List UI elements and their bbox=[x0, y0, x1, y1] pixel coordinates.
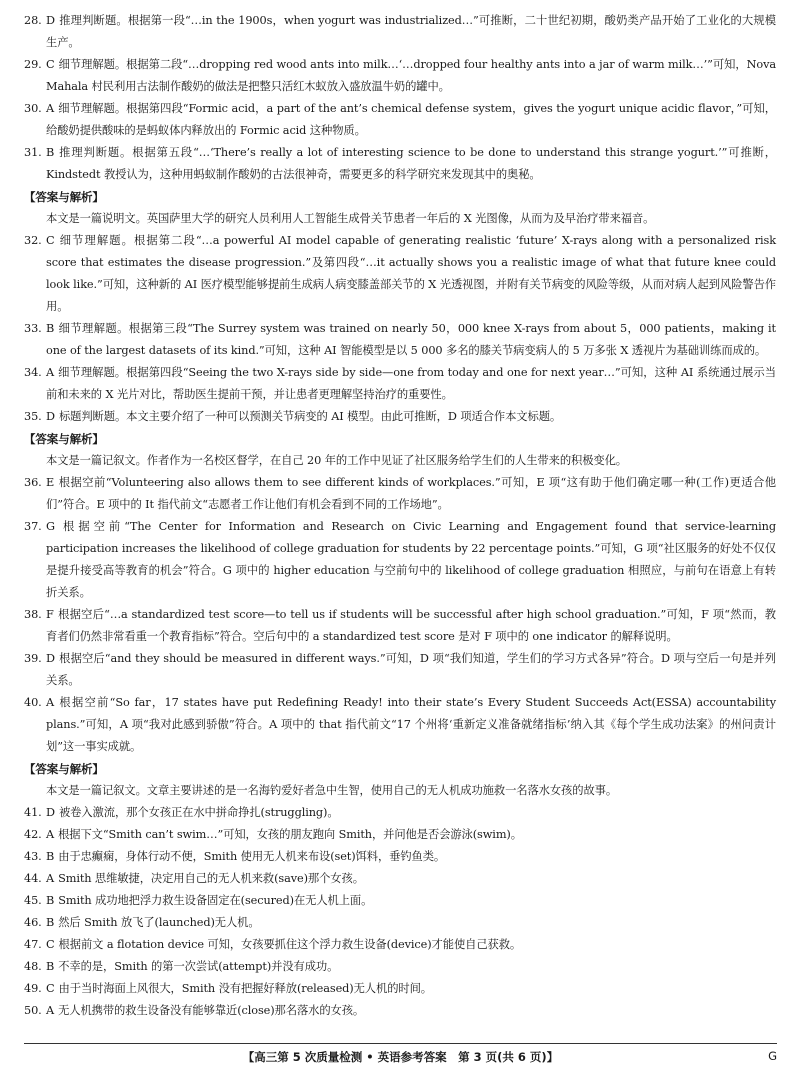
answer-letter: E bbox=[46, 476, 55, 489]
answer-explanation: 推理判断题。根据第一段“…in the 1900s，when yogurt was industrialized…”可推断，二十世纪初期，酸奶类产品开始了工业化的大规模生产。 bbox=[46, 14, 776, 49]
answer-letter: D bbox=[46, 410, 55, 423]
section-heading: 【答案与解析】 bbox=[24, 762, 104, 776]
question-number: 44. bbox=[24, 872, 42, 885]
answer-explanation: 无人机携带的救生设备没有能够靠近(close)那名落水的女孩。 bbox=[58, 1004, 365, 1017]
answer-item bbox=[24, 846, 776, 868]
answer-item bbox=[24, 230, 776, 318]
answer-explanation: 根据下文“Smith can’t swim…”可知，女孩的朋友跑向 Smith，并问他是否会游泳(swim)。 bbox=[58, 828, 522, 841]
answer-letter: G bbox=[46, 520, 55, 533]
answer-item bbox=[24, 934, 776, 956]
answer-letter: B bbox=[46, 850, 55, 863]
answer-explanation: 推理判断题。根据第五段“…‘There’s really a lot of interesting science to be done to understand this strange yogurt.’”可推断，Kindstedt 教授认为，这种用蚂蚁制作酸奶的古法很神奇，需要更多的科学研究来发现其中的奥秘。 bbox=[46, 146, 776, 181]
answer-explanation: 然后 Smith 放飞了(launched)无人机。 bbox=[58, 916, 260, 929]
answer-explanation: Smith 思维敏捷，决定用自己的无人机来救(save)那个女孩。 bbox=[58, 872, 364, 885]
question-number: 42. bbox=[24, 828, 42, 841]
answer-explanation: 根据前文 a flotation device 可知，女孩要抓住这个浮力救生设备(device)才能使自己获救。 bbox=[58, 938, 522, 951]
answer-item bbox=[24, 956, 776, 978]
answer-letter: F bbox=[46, 608, 54, 621]
answer-item bbox=[24, 604, 776, 648]
answer-explanation: 由于忠癫痫，身体行动不便，Smith 使用无人机来布设(set)饵料，垂钓鱼类。 bbox=[58, 850, 446, 863]
answer-explanation: 细节理解题。根据第二段“…a powerful AI model capable of generating realistic ‘future’ X-rays along with a personalized risk score that estimates the disease progression.”及第四段“…it actually shows you a realistic image of what that future knee could look like.”可知，这种新的 AI 医疗模型能够提前生成病人病变膝盖部关节的 X 光透视图，并附有关节病变的风险等级，从而对病人起到风险警告作用。 bbox=[46, 234, 776, 313]
answer-explanation: 细节理解题。根据第四段“Formic acid，a part of the ant’s chemical defense system，gives the yogurt unique acidic flavor，”可知，给酸奶提供酸味的是蚂蚁体内释放出的 Formic acid 这种物质。 bbox=[46, 102, 776, 137]
answer-explanation: 根据空后“and they should be measured in different ways.”可知，D 项“我们知道，学生们的学习方式各异”符合。D 项与空后一句是并列关系。 bbox=[46, 652, 776, 687]
answer-letter: B bbox=[46, 146, 55, 159]
question-number: 45. bbox=[24, 894, 42, 907]
answer-explanation: Smith 成功地把浮力救生设备固定在(secured)在无人机上面。 bbox=[58, 894, 373, 907]
question-number: 38. bbox=[24, 608, 42, 621]
section-intro: 本文是一篇说明文。英国萨里大学的研究人员利用人工智能生成骨关节患者一年后的 X 光图像，从而为及早治疗带来福音。 bbox=[46, 212, 655, 225]
footer-title: 【高三第 5 次质量检测 • 英语参考答案 第 3 页(共 6 页)】 bbox=[242, 1050, 559, 1064]
answer-item bbox=[24, 912, 776, 934]
answer-letter: D bbox=[46, 652, 55, 665]
section-intro: 本文是一篇记叙文。作者作为一名校区督学，在自己 20 年的工作中见证了社区服务给学生们的人生带来的积极变化。 bbox=[46, 454, 628, 467]
answer-letter: C bbox=[46, 58, 55, 71]
answer-letter: A bbox=[46, 366, 55, 379]
answer-explanation: 根据空前“The Center for Information and Research on Civic Learning and Engagement found that service-learning participation increases the likelihood of college graduation for students by 22 percentage points.”可知，G 项“社区服务的好处不仅仅是提升接受高等教育的机会”符合。G 项中的 higher education 与空前句中的 likelihood of college graduation 相照应，与前句在语意上有转折关系。 bbox=[46, 520, 776, 599]
answer-explanation: 由于当时海面上风很大，Smith 没有把握好释放(released)无人机的时间。 bbox=[58, 982, 432, 995]
answer-item bbox=[24, 692, 776, 758]
answer-letter: A bbox=[46, 102, 55, 115]
answer-explanation: 细节理解题。根据第三段“The Surrey system was trained on nearly 50，000 knee X-rays from about 5，000 patients，making it one of the largest datasets of its kind.”可知，这种 AI 智能模型是以 5 000 多名的膝关节病变病人的 5 万多张 X 透视片为基础训练而成的。 bbox=[46, 322, 776, 357]
answer-item bbox=[24, 648, 776, 692]
question-number: 46. bbox=[24, 916, 42, 929]
question-number: 35. bbox=[24, 410, 42, 423]
answer-explanation: 根据空后“…a standardized test score—to tell us if students will be successful after high school graduation.”可知，F 项“然而，教育者们仍然非常看重一个教育指标”符合。空后句中的 a standardized test score 是对 F 项中的 one indicator 的解释说明。 bbox=[46, 608, 776, 643]
answer-letter: A bbox=[46, 872, 55, 885]
answer-letter: B bbox=[46, 916, 55, 929]
question-number: 40. bbox=[24, 696, 42, 709]
question-number: 30. bbox=[24, 102, 42, 115]
section-heading: 【答案与解析】 bbox=[24, 190, 104, 204]
section-heading: 【答案与解析】 bbox=[24, 432, 104, 446]
answer-item bbox=[24, 318, 776, 362]
section-intro: 本文是一篇记叙文。文章主要讲述的是一名海钓爱好者急中生智，使用自己的无人机成功施救一名落水女孩的故事。 bbox=[46, 784, 618, 797]
question-number: 33. bbox=[24, 322, 42, 335]
answer-item bbox=[24, 1000, 776, 1022]
answer-explanation: 根据空前“Volunteering also allows them to see different kinds of workplaces.”可知，E 项“这有助于他们确定哪一种(工作)更适合他们”符合。E 项中的 It 指代前文“志愿者工作让他们有机会看到不同的工作场地”。 bbox=[46, 476, 776, 511]
question-number: 49. bbox=[24, 982, 42, 995]
answer-letter: D bbox=[46, 14, 55, 27]
question-number: 36. bbox=[24, 476, 42, 489]
page-footer bbox=[24, 1043, 777, 1070]
answer-explanation: 细节理解题。根据第二段“…dropping red wood ants into milk…‘…dropped four healthy ants into a jar of warm milk…’”可知，Nova Mahala 村民利用古法制作酸奶的做法是把整只活红木蚁放入盛放温牛奶的罐中。 bbox=[46, 58, 776, 93]
answer-item bbox=[24, 890, 776, 912]
answer-item bbox=[24, 802, 776, 824]
answer-letter: A bbox=[46, 1004, 55, 1017]
answer-content bbox=[24, 10, 776, 1022]
answer-item bbox=[24, 978, 776, 1000]
question-number: 28. bbox=[24, 14, 42, 27]
question-number: 29. bbox=[24, 58, 42, 71]
answer-item bbox=[24, 868, 776, 890]
answer-item bbox=[24, 406, 776, 428]
answer-item bbox=[24, 142, 776, 186]
question-number: 50. bbox=[24, 1004, 42, 1017]
question-number: 43. bbox=[24, 850, 42, 863]
answer-letter: B bbox=[46, 960, 55, 973]
answer-item bbox=[24, 10, 776, 54]
question-number: 31. bbox=[24, 146, 42, 159]
answer-explanation: 被卷入激流，那个女孩正在水中拼命挣扎(struggling)。 bbox=[58, 806, 339, 819]
answer-explanation: 根据空前“So far，17 states have put Redefining Ready! into their state’s Every Student Succeeds Act(ESSA) accountability plans.”可知，A 项“我对此感到骄傲”符合。A 项中的 that 指代前文“17 个州将‘重新定义准备就绪指标’纳入其《每个学生成功法案》的州问责计划”这一事实成就。 bbox=[46, 696, 776, 753]
footer-version-mark: G bbox=[768, 1049, 777, 1063]
answer-explanation: 细节理解题。根据第四段“Seeing the two X-rays side by side—one from today and one for next year…”可知，这种 AI 系统通过展示当前和未来的 X 光片对比，帮助医生提前干预，并让患者更理解坚持治疗的重要性。 bbox=[46, 366, 776, 401]
answer-item bbox=[24, 824, 776, 846]
answer-item bbox=[24, 362, 776, 406]
question-number: 37. bbox=[24, 520, 42, 533]
question-number: 39. bbox=[24, 652, 42, 665]
answer-letter: C bbox=[46, 982, 55, 995]
answer-letter: D bbox=[46, 806, 55, 819]
answer-item bbox=[24, 516, 776, 604]
answer-letter: B bbox=[46, 894, 55, 907]
answer-letter: B bbox=[46, 322, 55, 335]
answer-explanation: 不幸的是，Smith 的第一次尝试(attempt)并没有成功。 bbox=[58, 960, 339, 973]
answer-item bbox=[24, 472, 776, 516]
question-number: 47. bbox=[24, 938, 42, 951]
answer-item bbox=[24, 98, 776, 142]
question-number: 32. bbox=[24, 234, 42, 247]
answer-explanation: 标题判断题。本文主要介绍了一种可以预测关节病变的 AI 模型。由此可推断，D 项适合作本文标题。 bbox=[58, 410, 562, 423]
question-number: 41. bbox=[24, 806, 42, 819]
answer-letter: A bbox=[46, 828, 55, 841]
answer-letter: A bbox=[46, 696, 55, 709]
question-number: 34. bbox=[24, 366, 42, 379]
answer-letter: C bbox=[46, 234, 55, 247]
answer-letter: C bbox=[46, 938, 55, 951]
question-number: 48. bbox=[24, 960, 42, 973]
answer-item bbox=[24, 54, 776, 98]
